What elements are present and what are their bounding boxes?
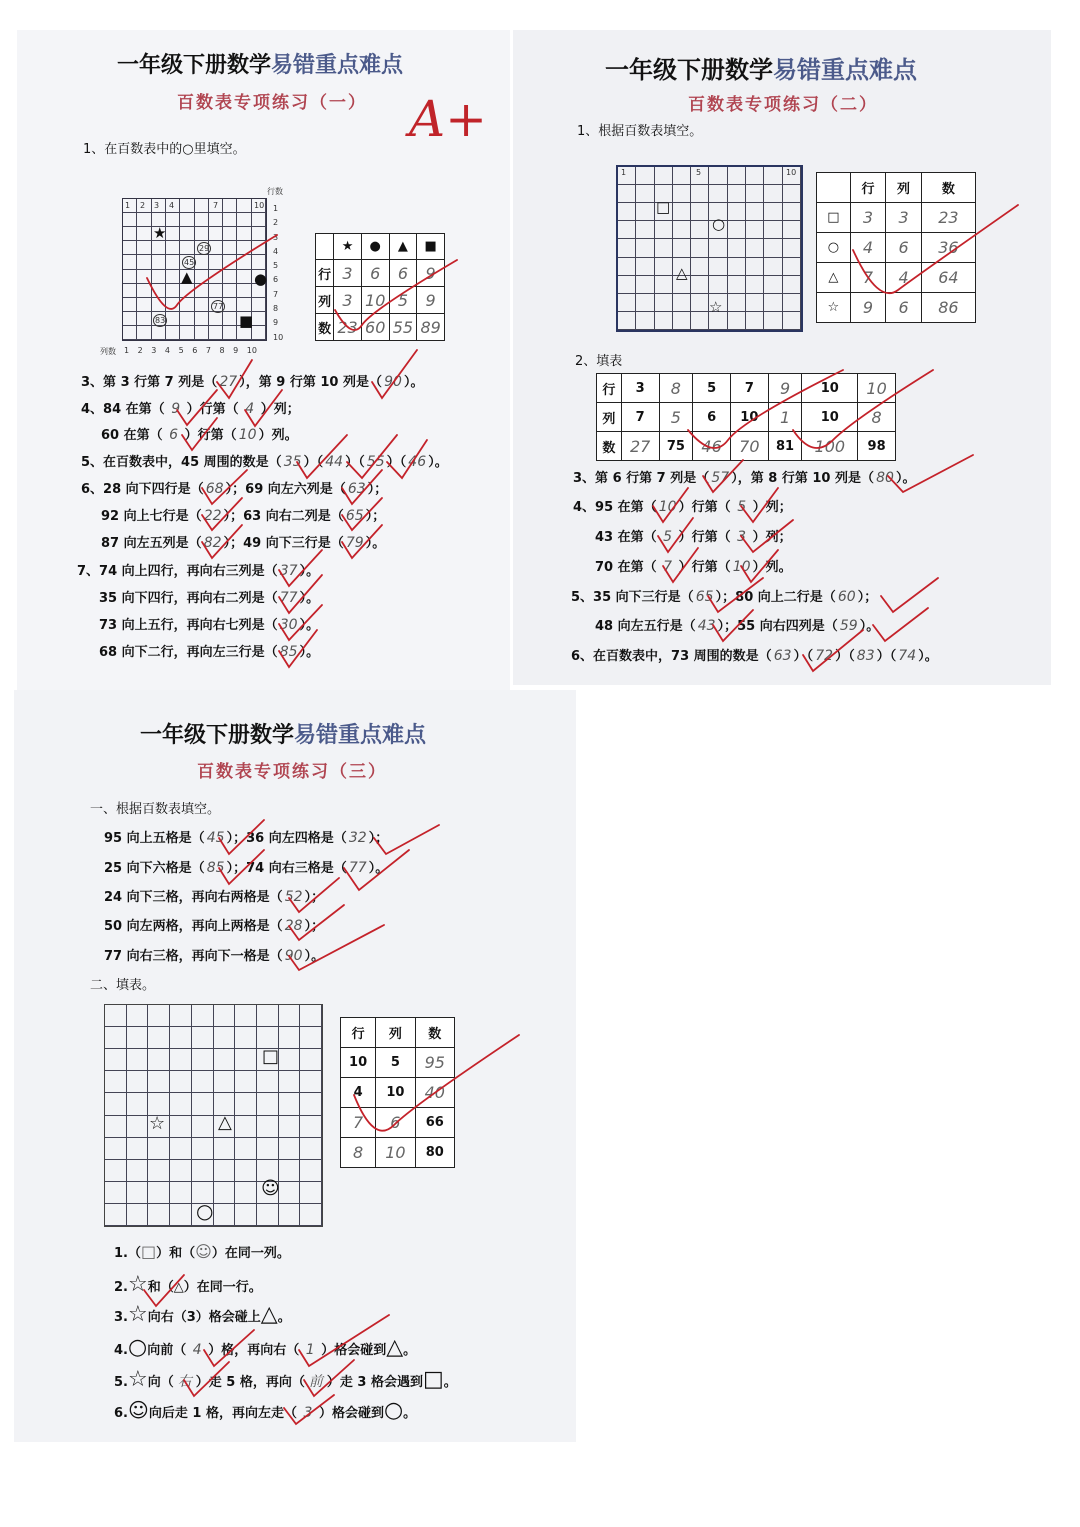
title-highlight: 易错重点难点 bbox=[294, 723, 427, 748]
col-numbers: 1 2 3 4 5 6 7 8 9 10 bbox=[124, 346, 257, 355]
sheet1-q7c: 73 向上五行，再向右七列是（ 30 ）。 bbox=[99, 617, 320, 633]
grid-top-num: 2 bbox=[140, 201, 146, 210]
square-icon: □ bbox=[656, 198, 671, 216]
sheet1-shape-table: ★ ● ▲ ■ 行 3 6 6 9 列 3 10 5 9 数 23 60 55 89 bbox=[315, 233, 445, 341]
grid-top-num: 7 bbox=[213, 201, 219, 210]
triangle-icon: △ bbox=[218, 1112, 232, 1133]
sheet3-s6: 6.☺向后走 1 格，再向左走（ 3 ）格会碰到○。 bbox=[114, 1398, 417, 1423]
circle-icon: ○ bbox=[196, 1199, 214, 1223]
sheet2-q2: 2、填表 bbox=[575, 354, 623, 369]
sheet1-q7b: 35 向下四行，再向右二列是（ 77 ）。 bbox=[99, 590, 320, 606]
sheet3-subtitle: 百数表专项练习（三） bbox=[197, 762, 387, 782]
sheet2-q6: 6、在百数表中，73 周围的数是（ 63 ）（ 72 ）（ 83 ）（ 74 ）。 bbox=[571, 648, 938, 664]
row-numbers: 1 2 3 4 5 6 7 8 9 10 bbox=[273, 204, 284, 342]
worksheet-3 bbox=[14, 690, 576, 1442]
sheet1-q1: 1、在百数表中的○里填空。 bbox=[83, 142, 246, 157]
sheet3-s4: 4.○向前（ 4 ）格，再向右（ 1 ）格会碰到△。 bbox=[114, 1335, 417, 1360]
sheet2-q4a: 4、95 在第（ 10 ）行第（ 5 ）列； bbox=[573, 499, 792, 515]
col-axis-label: 列数 bbox=[100, 347, 116, 356]
smiley-icon: ☺ bbox=[261, 1178, 280, 1199]
worksheet-1 bbox=[17, 30, 510, 690]
sheet3-part1: 一、根据百数表填空。 bbox=[90, 802, 221, 817]
title-main: 一年级下册数学 bbox=[605, 56, 773, 84]
sheet3-s1: 1.（□）和（☺）在同一列。 bbox=[114, 1242, 290, 1261]
star-icon: ☆ bbox=[709, 298, 723, 316]
sheet2-q5b: 48 向左五行是（ 43 ）；55 向右四列是（ 59 ）。 bbox=[595, 618, 880, 634]
sheet1-subtitle: 百数表专项练习（一） bbox=[177, 93, 367, 113]
sheet1-q4a: 4、84 在第（ 9 ）行第（ 4 ）列； bbox=[81, 401, 300, 417]
grid-top-num: 10 bbox=[254, 201, 265, 210]
square-icon: ■ bbox=[239, 312, 254, 330]
sheet3-s5: 5.☆向（ 右 ）走 5 格，再向（ 前 ）走 3 格会遇到□。 bbox=[114, 1367, 457, 1392]
worksheet-2 bbox=[513, 30, 1051, 685]
sheet3-line4: 50 向左两格，再向上两格是（ 28 ）； bbox=[104, 918, 325, 934]
grid-top-num: 1 bbox=[125, 201, 131, 210]
sheet3-line1: 95 向上五格是（ 45 ）；36 向左四格是（ 32 ）； bbox=[104, 830, 389, 846]
grid-top-num: 4 bbox=[169, 201, 175, 210]
grade-mark: A+ bbox=[409, 90, 488, 148]
sheet1-q7a: 7、74 向上四行，再向右三列是（ 37 ）。 bbox=[77, 563, 320, 579]
square-icon: □ bbox=[262, 1046, 280, 1067]
sheet3-fill-table: 行 列 数 10 5 95 4 10 40 7 6 66 8 10 80 bbox=[340, 1017, 455, 1168]
circled-number: 83 bbox=[155, 316, 166, 325]
sheet2-fill-table: 行 3 8 5 7 9 10 10 列 7 5 6 10 1 10 8 数 27 75 46 70 81 100 98 bbox=[596, 373, 896, 461]
sheet3-part2: 二、填表。 bbox=[90, 978, 156, 993]
sheet2-title bbox=[605, 50, 917, 85]
sheet3-s3: 3.☆向右（3）格会碰上△。 bbox=[114, 1302, 291, 1327]
sheet2-subtitle: 百数表专项练习（二） bbox=[688, 95, 878, 115]
sheet1-q6a: 6、28 向下四行是（ 68 ）；69 向左六列是（ 63 ）； bbox=[81, 481, 388, 497]
sheet2-q3: 3、第 6 行第 7 列是（ 57 ），第 8 行第 10 列是（ 80 ）。 bbox=[573, 470, 916, 486]
circle-icon: ● bbox=[254, 270, 268, 288]
circled-number: 29 bbox=[199, 244, 210, 253]
sheet1-q6c: 87 向左五列是（ 82 ）；49 向下三行是（ 79 ）。 bbox=[101, 535, 386, 551]
sheet2-q4c: 70 在第（ 7 ）行第（ 10 ）列。 bbox=[595, 559, 792, 575]
sheet2-shape-table: 行 列 数 □ 3 3 23 ○ 4 6 36 △ 7 4 64 ☆ 9 6 86 bbox=[816, 172, 976, 323]
sheet3-line3: 24 向下三格，再向右两格是（ 52 ）； bbox=[104, 889, 325, 905]
sheet3-line2: 25 向下六格是（ 85 ）；74 向右三格是（ 77 ）。 bbox=[104, 860, 389, 876]
row-axis-label: 行数 bbox=[267, 187, 283, 196]
sheet1-q5: 5、在百数表中，45 周围的数是（ 35 ）（ 44 ）（ 55 ）（ 46 ）。 bbox=[81, 454, 448, 470]
title-main: 一年级下册数学 bbox=[140, 723, 295, 748]
circled-number: 45 bbox=[184, 258, 195, 267]
check-mark bbox=[881, 578, 938, 612]
sheet3-title bbox=[140, 718, 426, 749]
triangle-icon: △ bbox=[676, 264, 688, 282]
title-highlight: 易错重点难点 bbox=[773, 56, 917, 84]
star-icon: ☆ bbox=[149, 1113, 166, 1134]
grid-num: 10 bbox=[786, 168, 797, 177]
grid-num: 5 bbox=[696, 168, 702, 177]
sheet3-grid bbox=[104, 1004, 323, 1227]
triangle-icon: ▲ bbox=[181, 268, 193, 286]
sheet2-q4b: 43 在第（ 5 ）行第（ 3 ）列； bbox=[595, 529, 792, 545]
title-main: 一年级下册数学 bbox=[117, 53, 272, 78]
sheet3-s2: 2.☆和（△）在同一行。 bbox=[114, 1272, 262, 1297]
sheet1-q7d: 68 向下二行，再向左三行是（ 85 ）。 bbox=[99, 644, 320, 660]
star-icon: ★ bbox=[153, 224, 167, 242]
sheet2-q1: 1、根据百数表填空。 bbox=[577, 124, 703, 139]
sheet1-q6b: 92 向上七行是（ 22 ）；63 向右二列是（ 65 ）； bbox=[101, 508, 386, 524]
sheet1-q3: 3、第 3 行第 7 列是（ 27 ），第 9 行第 10 列是（ 90 ）。 bbox=[81, 374, 424, 390]
check-mark bbox=[873, 608, 928, 641]
sheet1-q4b: 60 在第（ 6 ）行第（ 10 ）列。 bbox=[101, 427, 298, 443]
grid-top-num: 3 bbox=[154, 201, 160, 210]
circle-icon: ○ bbox=[712, 215, 726, 233]
title-highlight: 易错重点难点 bbox=[271, 53, 404, 78]
sheet3-line5: 77 向右三格，再向下一格是（ 90 ）。 bbox=[104, 948, 325, 964]
sheet1-title bbox=[117, 48, 403, 79]
circled-number: 77 bbox=[213, 302, 224, 311]
grid-num: 1 bbox=[621, 168, 627, 177]
sheet2-q5a: 5、35 向下三行是（ 65 ）；80 向上二行是（ 60 ）； bbox=[571, 589, 878, 605]
